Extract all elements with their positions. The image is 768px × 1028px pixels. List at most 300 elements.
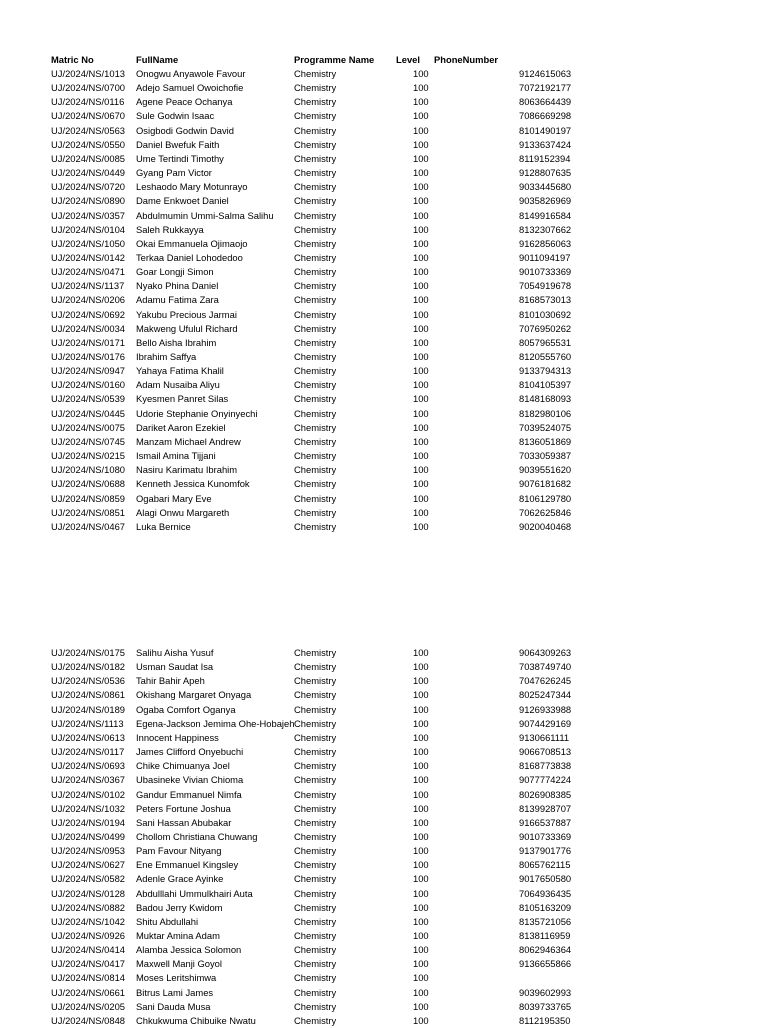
fullname-cell: Udorie Stephanie Onyinyechi — [136, 407, 258, 419]
fullname-cell: Osigbodi Godwin David — [136, 124, 234, 136]
programme-cell: Chemistry — [294, 788, 337, 800]
fullname-cell: Sani Dauda Musa — [136, 1000, 211, 1012]
programme-cell: Chemistry — [294, 930, 337, 941]
phone-cell: 9039551620 — [519, 464, 572, 476]
phone-cell: 8104105397 — [519, 379, 572, 391]
header-level: Level — [396, 54, 420, 65]
table-row — [0, 477, 768, 491]
matric-no-cell: UJ/2024/NS/0160 — [51, 379, 126, 391]
table-row — [0, 449, 768, 463]
matric-no-cell: UJ/2024/NS/0851 — [51, 506, 126, 518]
matric-no-cell: UJ/2024/NS/0357 — [51, 209, 126, 221]
matric-no-cell: UJ/2024/NS/0075 — [51, 421, 126, 433]
table-row — [0, 109, 768, 123]
level-cell: 100 — [413, 958, 429, 970]
table-row — [0, 858, 768, 872]
table-row — [0, 166, 768, 180]
programme-cell: Chemistry — [294, 209, 337, 221]
programme-cell: Chemistry — [294, 802, 337, 814]
fullname-cell: Salihu Aisha Yusuf — [136, 647, 214, 658]
programme-cell: Chemistry — [294, 675, 337, 687]
fullname-cell: Abdulllahi Ummulkhairi Auta — [136, 887, 253, 899]
phone-cell: 9130661111 — [519, 731, 570, 743]
matric-no-cell: UJ/2024/NS/0206 — [51, 294, 126, 306]
level-cell: 100 — [413, 746, 429, 758]
fullname-cell: Tahir Bahir Apeh — [136, 675, 205, 687]
table-row — [0, 957, 768, 971]
matric-no-cell: UJ/2024/NS/0499 — [51, 830, 126, 842]
level-cell: 100 — [413, 915, 429, 927]
table-row — [0, 421, 768, 435]
phone-cell: 9033445680 — [519, 181, 572, 193]
fullname-cell: Moses Leritshimwa — [136, 972, 217, 984]
level-cell: 100 — [413, 774, 429, 786]
fullname-cell: Luka Bernice — [136, 520, 191, 532]
fullname-cell: Dariket Aaron Ezekiel — [136, 421, 226, 433]
table-row — [0, 759, 768, 773]
programme-cell: Chemistry — [294, 478, 337, 490]
matric-no-cell: UJ/2024/NS/0700 — [51, 82, 126, 94]
matric-no-cell: UJ/2024/NS/0467 — [51, 520, 126, 532]
fullname-cell: Adenle Grace Ayinke — [136, 873, 224, 885]
programme-cell: Chemistry — [294, 859, 337, 871]
matric-no-cell: UJ/2024/NS/0848 — [51, 1014, 126, 1026]
fullname-cell: Ogabari Mary Eve — [136, 492, 212, 504]
phone-cell: 9077774224 — [519, 774, 572, 786]
programme-cell: Chemistry — [294, 647, 337, 658]
matric-no-cell: UJ/2024/NS/0947 — [51, 365, 126, 377]
table-row — [0, 943, 768, 957]
matric-no-cell: UJ/2024/NS/0104 — [51, 223, 126, 235]
phone-cell: 8120555760 — [519, 351, 572, 362]
table-row — [0, 308, 768, 322]
programme-cell: Chemistry — [294, 138, 337, 150]
programme-cell: Chemistry — [294, 760, 337, 772]
level-cell: 100 — [413, 492, 429, 504]
fullname-cell: Alagi Onwu Margareth — [136, 506, 230, 518]
table-row — [0, 773, 768, 787]
matric-no-cell: UJ/2024/NS/0471 — [51, 266, 126, 278]
phone-cell: 9035826969 — [519, 195, 572, 207]
programme-cell: Chemistry — [294, 464, 337, 476]
phone-cell: 8132307662 — [519, 223, 572, 235]
programme-cell: Chemistry — [294, 124, 337, 136]
level-cell: 100 — [413, 336, 429, 348]
matric-no-cell: UJ/2024/NS/0194 — [51, 816, 126, 828]
programme-cell: Chemistry — [294, 251, 337, 263]
fullname-cell: Gandur Emmanuel Nimfa — [136, 788, 242, 800]
fullname-cell: Egena-Jackson Jemima Ohe-Hobajeh — [136, 717, 294, 729]
fullname-cell: Abdulmumin Ummi-Salma Salihu — [136, 209, 274, 221]
fullname-cell: Adejo Samuel Owoichofie — [136, 82, 244, 94]
phone-cell: 9017650580 — [519, 873, 572, 885]
table-row — [0, 392, 768, 406]
programme-cell: Chemistry — [294, 774, 337, 786]
matric-no-cell: UJ/2024/NS/0693 — [51, 760, 126, 772]
matric-no-cell: UJ/2024/NS/0882 — [51, 901, 126, 913]
matric-no-cell: UJ/2024/NS/0367 — [51, 774, 126, 786]
table-row — [0, 1000, 768, 1014]
table-row — [0, 717, 768, 731]
programme-cell: Chemistry — [294, 731, 337, 743]
fullname-cell: Kenneth Jessica Kunomfok — [136, 478, 250, 490]
phone-cell: 9064309263 — [519, 647, 572, 658]
phone-cell: 7033059387 — [519, 450, 572, 462]
matric-no-cell: UJ/2024/NS/0926 — [51, 930, 126, 941]
fullname-cell: Alamba Jessica Solomon — [136, 944, 242, 956]
phone-cell: 7064936435 — [519, 887, 572, 899]
level-cell: 100 — [413, 322, 429, 334]
programme-cell: Chemistry — [294, 873, 337, 885]
level-cell: 100 — [413, 1000, 429, 1012]
fullname-cell: Onogwu Anyawole Favour — [136, 68, 246, 79]
fullname-cell: Innocent Happiness — [136, 731, 219, 743]
phone-cell: 9020040468 — [519, 520, 572, 532]
programme-cell: Chemistry — [294, 958, 337, 970]
level-cell: 100 — [413, 845, 429, 857]
programme-cell: Chemistry — [294, 336, 337, 348]
programme-cell: Chemistry — [294, 986, 337, 998]
phone-cell: 8105163209 — [519, 901, 572, 913]
matric-no-cell: UJ/2024/NS/0720 — [51, 181, 126, 193]
table-row — [0, 279, 768, 293]
level-cell: 100 — [413, 478, 429, 490]
level-cell: 100 — [413, 901, 429, 913]
fullname-cell: Ibrahim Saffya — [136, 351, 197, 362]
table-row — [0, 336, 768, 350]
level-cell: 100 — [413, 308, 429, 320]
phone-cell: 9162856063 — [519, 237, 572, 249]
fullname-cell: Adamu Fatima Zara — [136, 294, 219, 306]
level-cell: 100 — [413, 68, 429, 79]
level-cell: 100 — [413, 930, 429, 941]
table-row — [0, 251, 768, 265]
programme-cell: Chemistry — [294, 901, 337, 913]
fullname-cell: Shitu Abdullahi — [136, 915, 199, 927]
matric-no-cell: UJ/2024/NS/1013 — [51, 68, 126, 79]
level-cell: 100 — [413, 181, 429, 193]
header-programme-name: Programme Name — [294, 54, 375, 65]
matric-no-cell: UJ/2024/NS/0861 — [51, 689, 126, 701]
table-row — [0, 293, 768, 307]
fullname-cell: Gyang Pam Victor — [136, 167, 212, 179]
matric-no-cell: UJ/2024/NS/0182 — [51, 661, 126, 673]
matric-no-cell: UJ/2024/NS/0205 — [51, 1000, 126, 1012]
table-row — [0, 1014, 768, 1028]
phone-cell: 9010733369 — [519, 266, 572, 278]
fullname-cell: Daniel Bwefuk Faith — [136, 138, 220, 150]
programme-cell: Chemistry — [294, 887, 337, 899]
fullname-cell: Yahaya Fatima Khalil — [136, 365, 224, 377]
fullname-cell: Muktar Amina Adam — [136, 930, 220, 941]
fullname-cell: James Clifford Onyebuchi — [136, 746, 244, 758]
phone-cell: 8063664439 — [519, 96, 572, 108]
table-row — [0, 350, 768, 364]
programme-cell: Chemistry — [294, 308, 337, 320]
matric-no-cell: UJ/2024/NS/0692 — [51, 308, 126, 320]
fullname-cell: Nasiru Karimatu Ibrahim — [136, 464, 238, 476]
table-row — [0, 364, 768, 378]
phone-cell: 8138116959 — [519, 930, 571, 941]
level-cell: 100 — [413, 859, 429, 871]
programme-cell: Chemistry — [294, 322, 337, 334]
phone-cell: 8025247344 — [519, 689, 572, 701]
level-cell: 100 — [413, 661, 429, 673]
level-cell: 100 — [413, 110, 429, 122]
fullname-cell: Sani Hassan Abubakar — [136, 816, 232, 828]
phone-cell: 9136655866 — [519, 958, 572, 970]
fullname-cell: Chkukwuma Chibuike Nwatu — [136, 1014, 256, 1026]
phone-cell: 9126933988 — [519, 703, 572, 715]
phone-cell: 8062946364 — [519, 944, 572, 956]
matric-no-cell: UJ/2024/NS/0189 — [51, 703, 126, 715]
level-cell: 100 — [413, 450, 429, 462]
phone-cell: 8112195350 — [519, 1014, 571, 1026]
table-row — [0, 152, 768, 166]
level-cell: 100 — [413, 944, 429, 956]
phone-cell: 8026908385 — [519, 788, 572, 800]
matric-no-cell: UJ/2024/NS/0745 — [51, 435, 126, 447]
matric-no-cell: UJ/2024/NS/0175 — [51, 647, 126, 658]
matric-no-cell: UJ/2024/NS/0582 — [51, 873, 126, 885]
level-cell: 100 — [413, 280, 429, 292]
header-matric-no: Matric No — [51, 54, 94, 65]
phone-cell: 8065762115 — [519, 859, 571, 871]
table-row — [0, 492, 768, 506]
fullname-cell: Terkaa Daniel Lohodedoo — [136, 251, 243, 263]
programme-cell: Chemistry — [294, 82, 337, 94]
phone-cell: 7047626245 — [519, 675, 572, 687]
programme-cell: Chemistry — [294, 266, 337, 278]
level-cell: 100 — [413, 152, 429, 164]
level-cell: 100 — [413, 294, 429, 306]
matric-no-cell: UJ/2024/NS/0953 — [51, 845, 126, 857]
table-row — [0, 265, 768, 279]
programme-cell: Chemistry — [294, 407, 337, 419]
programme-cell: Chemistry — [294, 746, 337, 758]
level-cell: 100 — [413, 266, 429, 278]
phone-cell: 7039524075 — [519, 421, 572, 433]
table-row — [0, 138, 768, 152]
phone-cell: 9133794313 — [519, 365, 572, 377]
matric-no-cell: UJ/2024/NS/0661 — [51, 986, 126, 998]
matric-no-cell: UJ/2024/NS/0116 — [51, 96, 125, 108]
phone-cell: 9133637424 — [519, 138, 572, 150]
matric-no-cell: UJ/2024/NS/0627 — [51, 859, 126, 871]
table-row — [0, 802, 768, 816]
fullname-cell: Ume Tertindi Timothy — [136, 152, 224, 164]
phone-cell: 8101490197 — [519, 124, 572, 136]
programme-cell: Chemistry — [294, 450, 337, 462]
phone-cell: 8101030692 — [519, 308, 572, 320]
fullname-cell: Yakubu Precious Jarmai — [136, 308, 237, 320]
level-cell: 100 — [413, 421, 429, 433]
matric-no-cell: UJ/2024/NS/0536 — [51, 675, 126, 687]
level-cell: 100 — [413, 972, 429, 984]
table-row — [0, 830, 768, 844]
matric-no-cell: UJ/2024/NS/1050 — [51, 237, 126, 249]
table-row — [0, 688, 768, 702]
table-row — [0, 872, 768, 886]
phone-cell: 9010733369 — [519, 830, 572, 842]
fullname-cell: Bitrus Lami James — [136, 986, 214, 998]
level-cell: 100 — [413, 223, 429, 235]
level-cell: 100 — [413, 703, 429, 715]
level-cell: 100 — [413, 717, 429, 729]
table-row — [0, 322, 768, 336]
level-cell: 100 — [413, 209, 429, 221]
level-cell: 100 — [413, 379, 429, 391]
level-cell: 100 — [413, 365, 429, 377]
matric-no-cell: UJ/2024/NS/1137 — [51, 280, 125, 292]
level-cell: 100 — [413, 237, 429, 249]
matric-no-cell: UJ/2024/NS/0034 — [51, 322, 126, 334]
level-cell: 100 — [413, 689, 429, 701]
fullname-cell: Manzam Michael Andrew — [136, 435, 241, 447]
matric-no-cell: UJ/2024/NS/1113 — [51, 717, 124, 729]
matric-no-cell: UJ/2024/NS/0417 — [51, 958, 126, 970]
level-cell: 100 — [413, 506, 429, 518]
level-cell: 100 — [413, 986, 429, 998]
matric-no-cell: UJ/2024/NS/0550 — [51, 138, 126, 150]
table-row — [0, 124, 768, 138]
phone-cell: 9128807635 — [519, 167, 572, 179]
phone-cell: 8149916584 — [519, 209, 572, 221]
level-cell: 100 — [413, 351, 429, 362]
programme-cell: Chemistry — [294, 830, 337, 842]
level-cell: 100 — [413, 887, 429, 899]
table-row — [0, 986, 768, 1000]
table-row — [0, 520, 768, 534]
fullname-cell: Ogaba Comfort Oganya — [136, 703, 236, 715]
programme-cell: Chemistry — [294, 435, 337, 447]
fullname-cell: Makweng Ufulul Richard — [136, 322, 238, 334]
fullname-cell: Adam Nusaiba Aliyu — [136, 379, 220, 391]
matric-no-cell: UJ/2024/NS/0890 — [51, 195, 126, 207]
matric-no-cell: UJ/2024/NS/0142 — [51, 251, 126, 263]
matric-no-cell: UJ/2024/NS/0445 — [51, 407, 126, 419]
level-cell: 100 — [413, 82, 429, 94]
programme-cell: Chemistry — [294, 717, 337, 729]
programme-cell: Chemistry — [294, 393, 337, 405]
table-row — [0, 703, 768, 717]
programme-cell: Chemistry — [294, 972, 337, 984]
phone-cell: 9066708513 — [519, 746, 572, 758]
programme-cell: Chemistry — [294, 68, 337, 79]
table-row — [0, 844, 768, 858]
programme-cell: Chemistry — [294, 237, 337, 249]
matric-no-cell: UJ/2024/NS/0414 — [51, 944, 126, 956]
level-cell: 100 — [413, 251, 429, 263]
level-cell: 100 — [413, 760, 429, 772]
level-cell: 100 — [413, 873, 429, 885]
matric-no-cell: UJ/2024/NS/0128 — [51, 887, 126, 899]
programme-cell: Chemistry — [294, 280, 337, 292]
matric-no-cell: UJ/2024/NS/0171 — [51, 336, 126, 348]
programme-cell: Chemistry — [294, 181, 337, 193]
fullname-cell: Chollom Christiana Chuwang — [136, 830, 258, 842]
fullname-cell: Sule Godwin Isaac — [136, 110, 215, 122]
programme-cell: Chemistry — [294, 506, 337, 518]
fullname-cell: Dame Enkwoet Daniel — [136, 195, 229, 207]
programme-cell: Chemistry — [294, 421, 337, 433]
programme-cell: Chemistry — [294, 351, 337, 362]
phone-cell: 8057965531 — [519, 336, 572, 348]
table-row — [0, 378, 768, 392]
fullname-cell: Ubasineke Vivian Chioma — [136, 774, 244, 786]
programme-cell: Chemistry — [294, 365, 337, 377]
programme-cell: Chemistry — [294, 661, 337, 673]
level-cell: 100 — [413, 1014, 429, 1026]
matric-no-cell: UJ/2024/NS/0613 — [51, 731, 126, 743]
phone-cell: 8148168093 — [519, 393, 572, 405]
fullname-cell: Pam Favour Nityang — [136, 845, 222, 857]
fullname-cell: Maxwell Manji Goyol — [136, 958, 222, 970]
table-row — [0, 223, 768, 237]
fullname-cell: Saleh Rukkayya — [136, 223, 204, 235]
table-row — [0, 915, 768, 929]
fullname-cell: Usman Saudat Isa — [136, 661, 214, 673]
phone-cell: 8135721056 — [519, 915, 572, 927]
fullname-cell: Nyako Phina Daniel — [136, 280, 219, 292]
phone-cell: 8136051869 — [519, 435, 572, 447]
programme-cell: Chemistry — [294, 96, 337, 108]
programme-cell: Chemistry — [294, 1000, 337, 1012]
table-row — [0, 435, 768, 449]
header-row — [0, 53, 768, 67]
phone-cell: 8106129780 — [519, 492, 572, 504]
level-cell: 100 — [413, 407, 429, 419]
table-row — [0, 971, 768, 985]
matric-no-cell: UJ/2024/NS/0215 — [51, 450, 126, 462]
programme-cell: Chemistry — [294, 195, 337, 207]
programme-cell: Chemistry — [294, 816, 337, 828]
matric-no-cell: UJ/2024/NS/0102 — [51, 788, 126, 800]
table-row — [0, 237, 768, 251]
fullname-cell: Kyesmen Panret Silas — [136, 393, 229, 405]
programme-cell: Chemistry — [294, 845, 337, 857]
level-cell: 100 — [413, 816, 429, 828]
table-row — [0, 209, 768, 223]
phone-cell: 7072192177 — [519, 82, 572, 94]
phone-cell: 8168573013 — [519, 294, 572, 306]
fullname-cell: Leshaodo Mary Motunrayo — [136, 181, 248, 193]
fullname-cell: Badou Jerry Kwidom — [136, 901, 223, 913]
programme-cell: Chemistry — [294, 520, 337, 532]
fullname-cell: Agene Peace Ochanya — [136, 96, 233, 108]
fullname-cell: Okai Emmanuela Ojimaojo — [136, 237, 248, 249]
programme-cell: Chemistry — [294, 167, 337, 179]
programme-cell: Chemistry — [294, 944, 337, 956]
matric-no-cell: UJ/2024/NS/0688 — [51, 478, 126, 490]
programme-cell: Chemistry — [294, 152, 337, 164]
level-cell: 100 — [413, 167, 429, 179]
table-row — [0, 646, 768, 660]
table-row — [0, 901, 768, 915]
table-row — [0, 180, 768, 194]
table-row — [0, 674, 768, 688]
level-cell: 100 — [413, 124, 429, 136]
programme-cell: Chemistry — [294, 492, 337, 504]
programme-cell: Chemistry — [294, 915, 337, 927]
programme-cell: Chemistry — [294, 703, 337, 715]
level-cell: 100 — [413, 830, 429, 842]
phone-cell: 8168773838 — [519, 760, 572, 772]
table-row — [0, 506, 768, 520]
level-cell: 100 — [413, 675, 429, 687]
table-row — [0, 81, 768, 95]
table-row — [0, 887, 768, 901]
